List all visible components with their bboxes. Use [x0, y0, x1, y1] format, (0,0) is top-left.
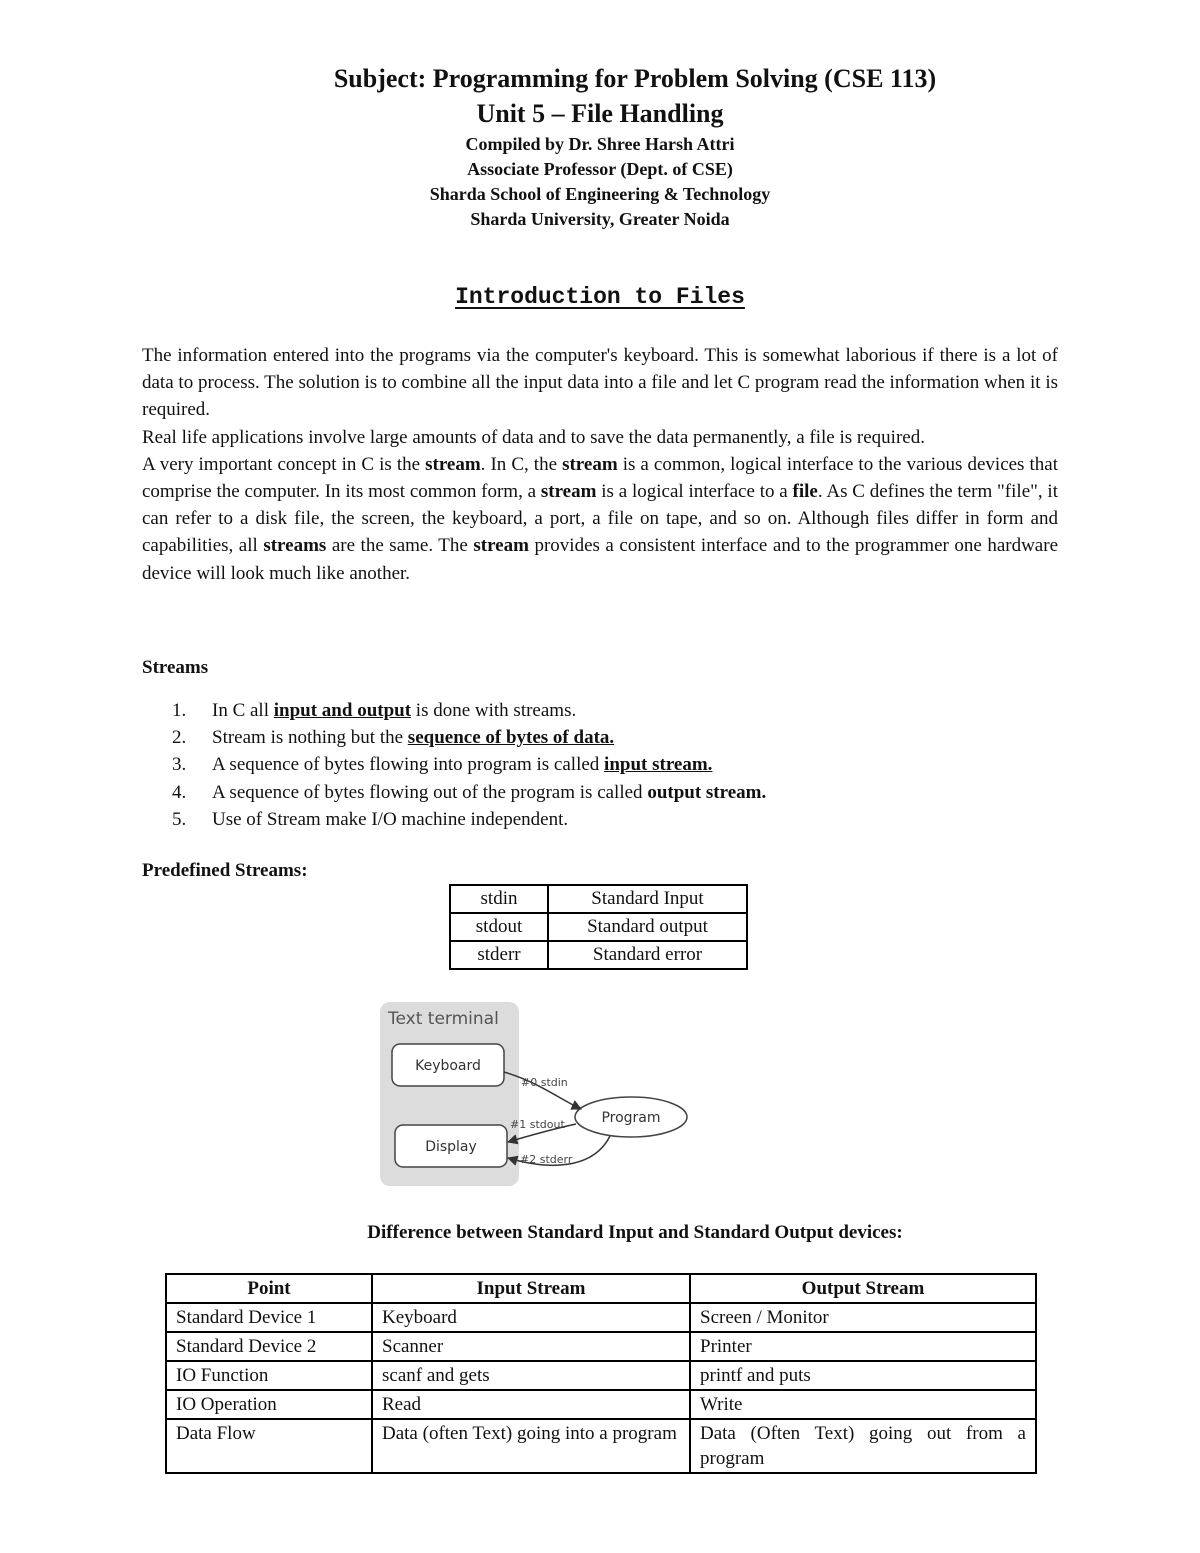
column-header: Input Stream: [372, 1274, 690, 1303]
list-item: [172, 751, 766, 778]
display-label: Display: [425, 1139, 477, 1155]
text-run: A sequence of bytes flowing out of the program is called: [212, 781, 648, 803]
text-run: In C all: [212, 700, 274, 721]
text-run: provides a consistent interface and to the programmer one hardware device will look much like another.: [142, 535, 1058, 584]
bold-term: stream: [540, 481, 597, 503]
compiled-by: Compiled by Dr. Shree Harsh Attri: [465, 134, 735, 154]
text-run: is done with streams.: [411, 700, 577, 721]
table-cell: Data (Often Text) going out from a program: [690, 1419, 1036, 1473]
table-cell: scanf and gets: [372, 1361, 690, 1390]
unit-title: Unit 5 – File Handling: [476, 99, 724, 128]
table-cell: stdin: [450, 885, 548, 913]
underlined-term: input and output: [273, 700, 412, 721]
table-cell: Standard error: [548, 941, 747, 969]
table-cell: IO Operation: [166, 1390, 372, 1419]
predefined-streams-table: [449, 884, 748, 970]
table-cell: Data Flow: [166, 1419, 372, 1473]
table-cell: Standard output: [548, 913, 747, 941]
university-name: Sharda University, Greater Noida: [470, 209, 730, 229]
stderr-label: #2 stderr: [520, 1153, 573, 1166]
bold-term: stream: [425, 453, 481, 475]
stream-diagram: [378, 1000, 698, 1190]
text-run: is a common, logical interface to the various devices that comprise the computer. In its most common form, a: [142, 453, 1058, 503]
table-cell: Printer: [690, 1332, 1036, 1361]
text-run: A sequence of bytes flowing into program is called: [212, 754, 605, 776]
table-cell: IO Function: [166, 1361, 372, 1390]
keyboard-label: Keyboard: [415, 1058, 481, 1074]
table-cell: Screen / Monitor: [690, 1303, 1036, 1332]
document-header: [0, 62, 1200, 232]
table-row: [166, 1361, 1036, 1390]
streams-heading: Streams: [142, 657, 209, 678]
table-header-row: [166, 1274, 1036, 1303]
list-number: 3.: [172, 754, 187, 776]
intro-heading-text: Introduction to Files: [455, 284, 745, 310]
list-item: [172, 779, 766, 806]
table-cell: printf and puts: [690, 1361, 1036, 1390]
predefined-streams-heading: Predefined Streams:: [142, 860, 308, 881]
intro-paragraph-3: [142, 451, 1058, 587]
subject-title: Subject: Programming for Problem Solving (CSE 113): [333, 64, 937, 93]
list-number: 2.: [172, 727, 187, 749]
program-label: Program: [601, 1110, 661, 1126]
table-cell: Standard Device 2: [166, 1332, 372, 1361]
table-cell: Standard Device 1: [166, 1303, 372, 1332]
text-run: Use of Stream make I/O machine independent.: [212, 808, 569, 830]
table-row: [166, 1419, 1036, 1473]
underlined-term: input stream.: [604, 754, 713, 776]
column-header: Point: [166, 1274, 372, 1303]
list-number: 5.: [172, 808, 187, 830]
text-run: . In C, the: [480, 453, 563, 475]
terminal-panel-title: Text terminal: [388, 1009, 499, 1029]
school-name: Sharda School of Engineering & Technology: [429, 184, 771, 204]
list-number: 4.: [172, 781, 187, 803]
table-cell: stdout: [450, 913, 548, 941]
intro-body: [142, 342, 1058, 587]
table-cell: Write: [690, 1390, 1036, 1419]
table-row: [166, 1303, 1036, 1332]
bold-term: stream: [473, 535, 529, 557]
column-header: Output Stream: [690, 1274, 1036, 1303]
intro-paragraph-1: The information entered into the programs via the computer's keyboard. This is somewhat laborious if there is a lot of data to process. The solution is to combine all the input data into a file and let C program read the information when it is required.: [142, 345, 1058, 421]
intro-paragraph-2: Real life applications involve large amounts of data and to save the data permanently, a file is required.: [142, 426, 925, 448]
list-item: [172, 697, 766, 724]
table-row: [166, 1390, 1036, 1419]
table-cell: Data (often Text) going into a program: [372, 1419, 690, 1473]
difference-table: [165, 1273, 1037, 1474]
bold-term: streams: [263, 535, 327, 557]
table-cell: Standard Input: [548, 885, 747, 913]
table-row: [450, 941, 747, 969]
bold-term: stream: [562, 453, 618, 475]
table-row: [450, 885, 747, 913]
table-row: [450, 913, 747, 941]
table-row: [166, 1332, 1036, 1361]
streams-list: [172, 697, 766, 833]
list-item: [172, 806, 766, 833]
text-run: are the same. The: [326, 535, 474, 557]
difference-heading: Difference between Standard Input and Standard Output devices:: [367, 1222, 903, 1243]
designation: Associate Professor (Dept. of CSE): [467, 159, 733, 179]
text-run: A very important concept in C is the: [142, 453, 426, 475]
text-run: Stream is nothing but the: [212, 727, 408, 749]
bold-term: output stream.: [647, 781, 767, 803]
table-cell: Keyboard: [372, 1303, 690, 1332]
intro-heading: [0, 284, 1200, 310]
list-item: [172, 724, 766, 751]
table-cell: Scanner: [372, 1332, 690, 1361]
text-run: is a logical interface to a: [596, 481, 793, 503]
text-run: . As C defines the term "file", it can refer to a disk file, the screen, the keyboard, a port, a file on tape, and so on. Although files differ in form and capabilities, all: [142, 481, 1058, 557]
list-number: 1.: [172, 700, 187, 721]
stdout-label: #1 stdout: [510, 1118, 565, 1131]
table-cell: Read: [372, 1390, 690, 1419]
bold-term: file: [792, 481, 818, 503]
underlined-term: sequence of bytes of data.: [407, 727, 615, 749]
table-cell: stderr: [450, 941, 548, 969]
stdin-label: #0 stdin: [521, 1076, 568, 1089]
